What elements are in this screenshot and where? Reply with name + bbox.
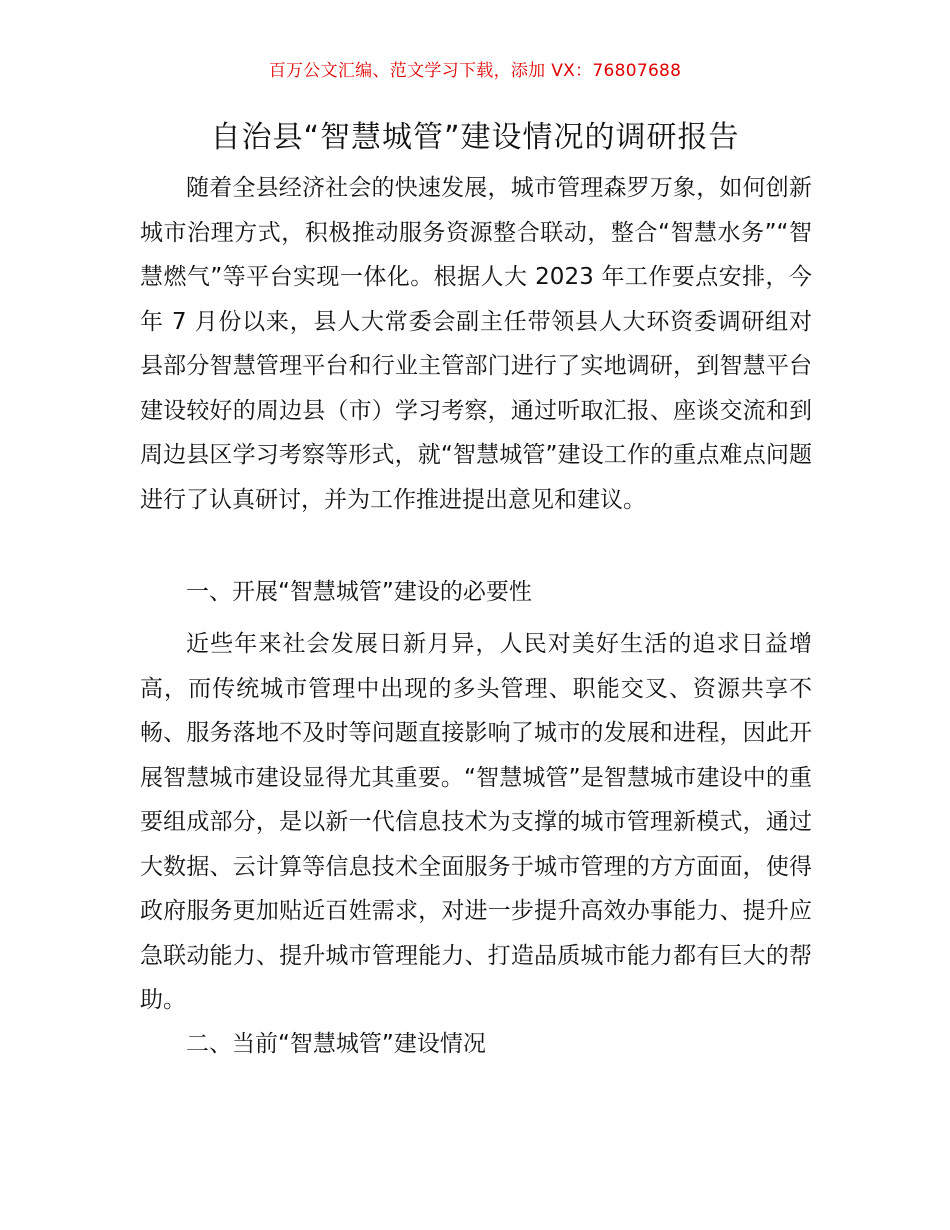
paragraph-intro: 随着全县经济社会的快速发展，城市管理森罗万象，如何创新城市治理方式，积极推动服务资源整合联动，整合“智慧水务”“智慧燃气”等平台实现一体化。根据人大 2023 年工作要点安排，今年 7 月份以来，县人大常委会副主任带领县人大环资委调研组对县部分智慧管理平台和行业主管部门进行了实地调研，到智慧平台建设较好的周边县（市）学习考察，通过听取汇报、座谈交流和到周边县区学习考察等形式，就“智慧城管”建设工作的重点难点问题进行了认真研讨，并为工作推进提出意见和建议。 <box>140 175 812 513</box>
paragraph-necessity: 近些年来社会发展日新月异，人民对美好生活的追求日益增高，而传统城市管理中出现的多头管理、职能交叉、资源共享不畅、服务落地不及时等问题直接影响了城市的发展和进程，因此开展智慧城市建设显得尤其重要。“智慧城管”是智慧城市建设中的重要组成部分，是以新一代信息技术为支撑的城市管理新模式，通过大数据、云计算等信息技术全面服务于城市管理的方方面面，使得政府服务更加贴近百姓需求，对进一步提升高效办事能力、提升应急联动能力、提升城市管理能力、打造品质城市能力都有巨大的帮助。 <box>140 631 812 1013</box>
section-heading-2: 二、当前“智慧城管”建设情况 <box>186 1031 486 1057</box>
section-heading-1: 一、开展“智慧城管”建设的必要性 <box>186 579 532 605</box>
document-title: 自治县“智慧城管”建设情况的调研报告 <box>210 120 740 155</box>
watermark-banner: 百万公文汇编、范文学习下载，添加 VX：76807688 <box>268 61 682 81</box>
